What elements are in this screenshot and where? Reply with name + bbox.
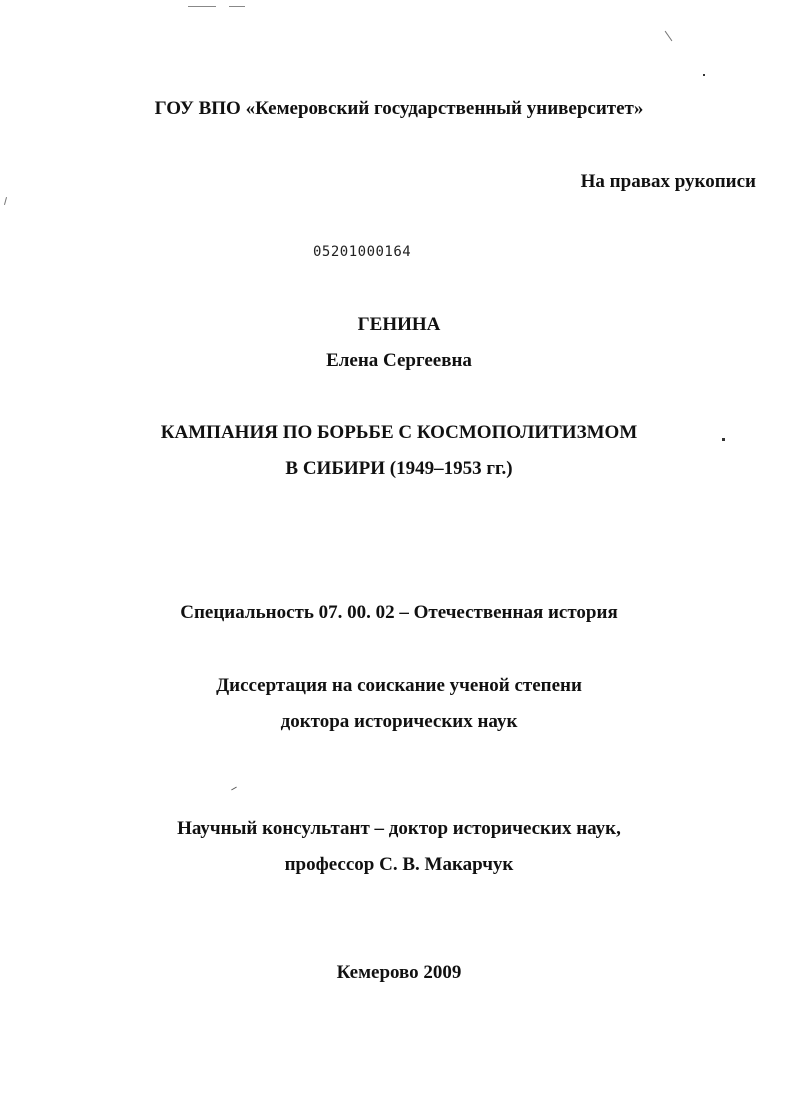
scan-artifact-stroke-2 (4, 197, 7, 205)
scan-artifact-dash-1 (188, 6, 216, 7)
catalog-stamp-number: 05201000164 (313, 244, 412, 260)
advisor-line-2: профессор С. В. Макарчук (284, 854, 514, 875)
place-and-year: Кемерово 2009 (336, 962, 462, 983)
scan-artifact-stroke-3 (231, 787, 237, 791)
author-surname: ГЕНИНА (357, 314, 441, 335)
advisor-line-1: Научный консультант – доктор исторических наук, (177, 818, 621, 839)
manuscript-note: На правах рукописи (580, 171, 756, 192)
scan-artifact-stroke-1 (665, 31, 673, 41)
university-name: ГОУ ВПО «Кемеровский государственный университет» (154, 98, 644, 119)
dissertation-title-line-2: В СИБИРИ (1949–1953 гг.) (285, 458, 513, 479)
dissertation-title-line-1: КАМПАНИЯ ПО БОРЬБЕ С КОСМОПОЛИТИЗМОМ (160, 422, 638, 443)
scan-artifact-dot-1 (703, 74, 705, 76)
degree-line-2: доктора исторических наук (280, 711, 518, 732)
scan-artifact-dash-2 (229, 6, 245, 7)
specialty: Специальность 07. 00. 02 – Отечественная история (180, 602, 618, 623)
author-given-names: Елена Сергеевна (326, 350, 472, 371)
degree-line-1: Диссертация на соискание ученой степени (216, 675, 582, 696)
